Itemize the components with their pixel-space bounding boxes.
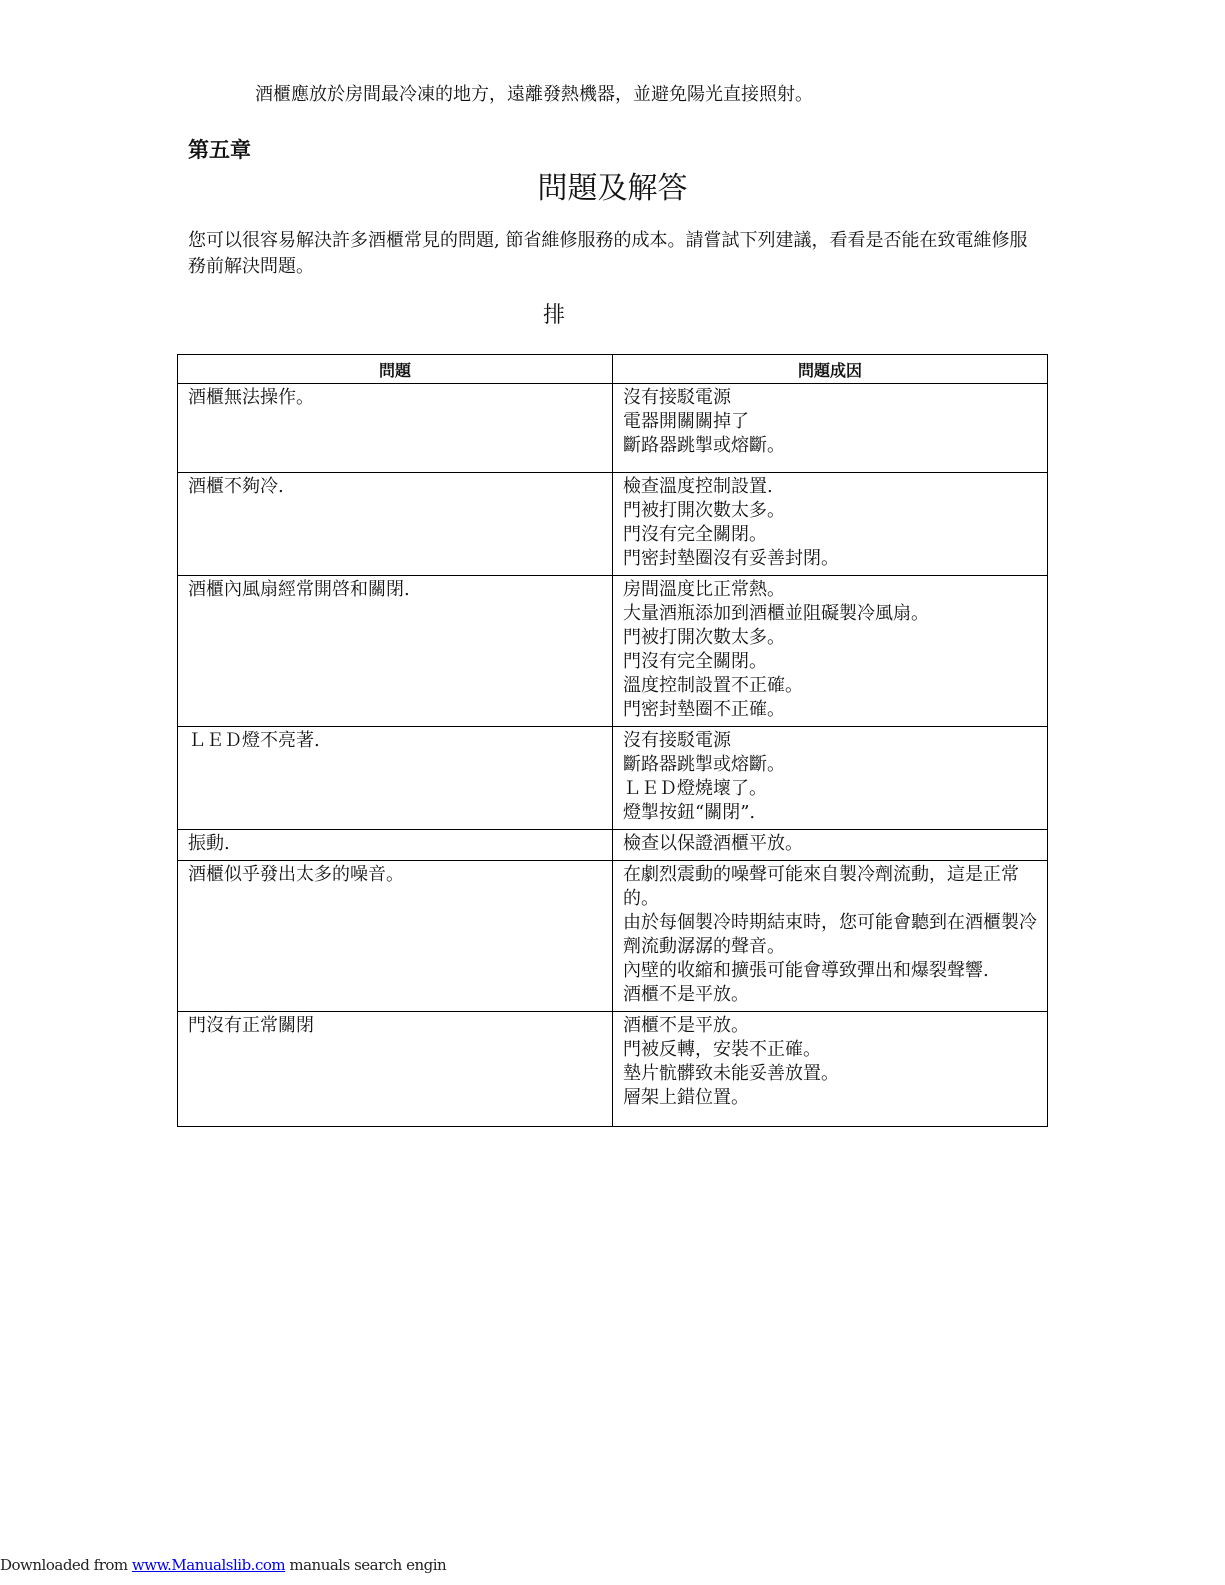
cause-text: 沒有接駁電源 (623, 387, 731, 408)
problem-cell (178, 1012, 613, 1127)
cause-text: 酒櫃不是平放。 (623, 1015, 749, 1036)
table-row (178, 576, 1048, 727)
manualslib-link[interactable]: www.Manualslib.com (131, 1556, 286, 1574)
cause-text: 斷路器跳掣或熔斷。 (623, 754, 785, 775)
problem-cell (178, 830, 613, 861)
cause-text: 在劇烈震動的噪聲可能來自製冷劑流動，這是正常的。 (623, 864, 1019, 909)
cause-cell (613, 861, 1048, 1012)
cause-text: 電器開關關掉了 (623, 411, 749, 432)
cause-text: 門被打開次數太多。 (623, 627, 785, 648)
table-row (178, 473, 1048, 576)
table-row (178, 861, 1048, 1012)
problem-cell (178, 576, 613, 727)
problem-text: 酒櫃似乎發出太多的噪音。 (188, 864, 404, 885)
table-row (178, 830, 1048, 861)
table-body (178, 384, 1048, 1127)
cause-text: 門沒有完全關閉。 (623, 524, 767, 545)
problem-text: ＬＥＤ燈不亮著. (188, 730, 320, 751)
cause-text: 斷路器跳掣或熔斷。 (623, 435, 785, 456)
page-title: 問題及解答 (537, 171, 688, 206)
table-row (178, 727, 1048, 830)
cause-cell (613, 576, 1048, 727)
cause-cell (613, 830, 1048, 861)
intro-note: 酒櫃應放於房間最冷凍的地方，遠離發熱機器，並避免陽光直接照射。 (255, 84, 813, 105)
footer-prefix: Downloaded from (0, 1556, 132, 1574)
cause-cell (613, 727, 1048, 830)
cause-text: 墊片骯髒致未能妥善放置。 (623, 1063, 839, 1084)
cause-text: 層架上錯位置。 (623, 1087, 749, 1108)
cause-text: ＬＥＤ燈燒壞了。 (623, 778, 767, 799)
cause-text: 門被打開次數太多。 (623, 500, 785, 521)
cause-text: 溫度控制設置不正確。 (623, 675, 803, 696)
intro-paragraph: 您可以很容易解決許多酒櫃常見的問題, 節省維修服務的成本。請嘗試下列建議，看看是否能在致電維修服務前解決問題。 (188, 230, 1028, 277)
cause-text: 由於每個製冷時期結束時，您可能會聽到在酒櫃製冷劑流動潺潺的聲音。 (623, 912, 1037, 957)
problem-cell (178, 727, 613, 830)
problem-text: 門沒有正常關閉 (188, 1015, 314, 1036)
cause-text: 檢查以保證酒櫃平放。 (623, 833, 803, 854)
cause-text: 房間溫度比正常熱。 (623, 579, 785, 600)
problem-text: 酒櫃無法操作。 (188, 387, 314, 408)
cause-cell (613, 473, 1048, 576)
cause-text: 大量酒瓶添加到酒櫃並阻礙製冷風扇。 (623, 603, 929, 624)
cause-text: 內壁的收縮和擴張可能會導致彈出和爆裂聲響. (623, 960, 989, 981)
problem-text: 酒櫃不夠冷. (188, 476, 284, 497)
header-cause: 問題成因 (613, 355, 1048, 384)
cause-text: 門密封墊圈不正確。 (623, 699, 785, 720)
cause-text: 門被反轉，安裝不正確。 (623, 1039, 821, 1060)
header-problem: 問題 (178, 355, 613, 384)
table-header-row (178, 355, 1048, 384)
table-row (178, 384, 1048, 473)
cause-text: 酒櫃不是平放。 (623, 984, 749, 1005)
problem-cell (178, 384, 613, 473)
problem-cell (178, 861, 613, 1012)
problem-text: 酒櫃內風扇經常開啓和關閉. (188, 579, 410, 600)
section-heading: 排 (543, 303, 566, 328)
problem-text: 振動. (188, 833, 230, 854)
cause-text: 門沒有完全關閉。 (623, 651, 767, 672)
footer-suffix: manuals search engin (285, 1556, 447, 1574)
troubleshooting-table (177, 354, 1048, 1127)
cause-cell (613, 1012, 1048, 1127)
cause-text: 燈掣按鈕“關閉”. (623, 802, 756, 823)
chapter-label: 第五章 (188, 138, 251, 162)
cause-text: 檢查溫度控制設置. (623, 476, 773, 497)
problem-cell (178, 473, 613, 576)
cause-text: 門密封墊圈沒有妥善封閉。 (623, 548, 839, 569)
cause-text: 沒有接駁電源 (623, 730, 731, 751)
download-footer (0, 1556, 446, 1574)
cause-cell (613, 384, 1048, 473)
table-row (178, 1012, 1048, 1127)
troubleshooting-table-wrapper (177, 354, 1047, 1127)
